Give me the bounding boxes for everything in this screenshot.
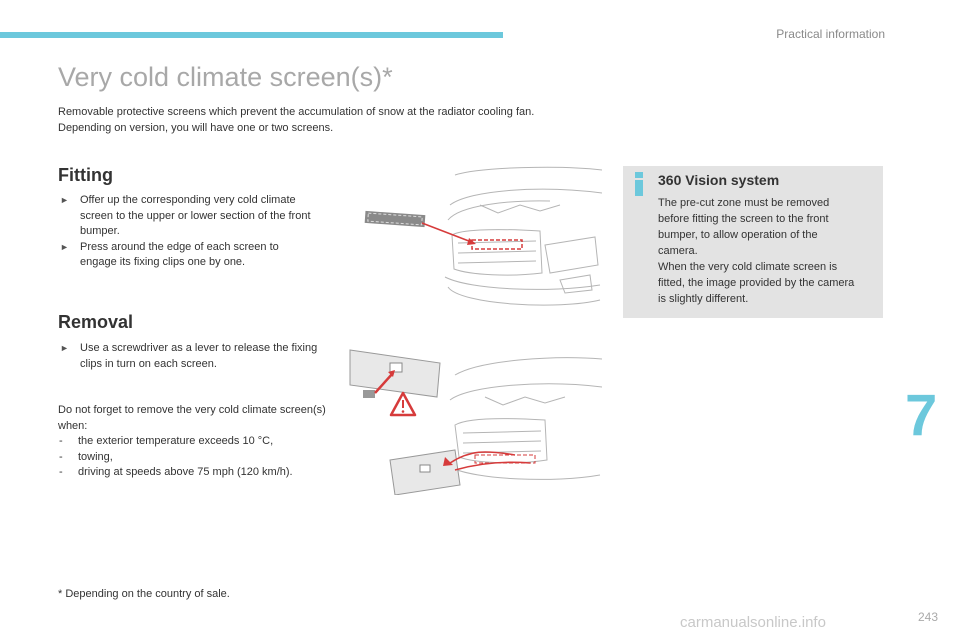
list-item: ► Press around the edge of each screen to engage its fixing clips one by one. <box>60 240 279 268</box>
info-icon <box>632 172 646 196</box>
removal-illustration <box>345 345 602 495</box>
intro-line: Removable protective screens which prevent the accumulation of snow at the radiator cooling fan. <box>58 106 535 118</box>
step-arrow-icon: ► <box>60 195 69 205</box>
info-paragraph: When the very cold climate screen is fitted, the image provided by the camera is slightly different. <box>658 261 855 305</box>
page-title: Very cold climate screen(s)* <box>58 62 393 92</box>
info-box <box>623 166 883 318</box>
section-title: Practical information <box>776 27 885 41</box>
intro-text <box>58 104 658 136</box>
fitting-steps <box>58 193 318 271</box>
page-number: 243 <box>917 610 938 624</box>
info-box-body <box>658 195 858 307</box>
notice-lead: Do not forget to remove the very cold climate screen(s) when: <box>58 404 326 432</box>
fitting-illustration <box>360 165 602 315</box>
chapter-number: 7 <box>905 383 938 448</box>
step-arrow-icon: ► <box>60 241 69 252</box>
list-item: - towing, <box>58 450 333 466</box>
watermark: carmanualsonline.info <box>680 614 826 631</box>
removal-steps <box>58 341 318 372</box>
info-box-heading: 360 Vision system <box>658 172 780 188</box>
list-item: - the exterior temperature exceeds 10 °C, <box>58 434 333 450</box>
header-accent-bar <box>0 32 503 38</box>
list-item: ► Offer up the corresponding very cold climate screen to the upper or lower section of the front bumper. <box>60 194 311 237</box>
removal-notice <box>58 403 333 481</box>
fitting-heading: Fitting <box>58 165 113 185</box>
footnote: * Depending on the country of sale. <box>58 588 230 600</box>
list-item: - driving at speeds above 75 mph (120 km/h). <box>58 465 333 481</box>
step-arrow-icon: ► <box>60 343 69 353</box>
intro-line: Depending on version, you will have one or two screens. <box>58 122 334 134</box>
removal-heading: Removal <box>58 312 134 332</box>
info-paragraph: The pre-cut zone must be removed before fitting the screen to the front bumper, to allow operation of the camera. <box>658 197 830 257</box>
list-item: ► Use a screwdriver as a lever to release the fixing clips in turn on each screen. <box>60 342 318 370</box>
